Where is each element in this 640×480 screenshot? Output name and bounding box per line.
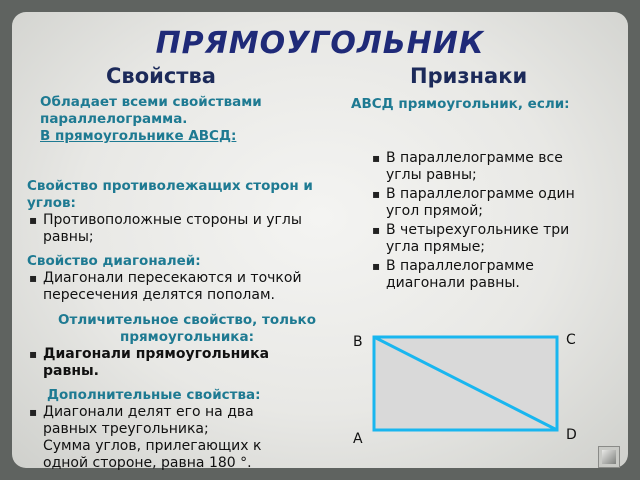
sign-item: ▪ В параллелограмме диагонали равны. [370, 258, 600, 292]
vertex-label-c: C [566, 332, 576, 348]
signs-heading: Признаки [410, 64, 528, 88]
extra-item-triangles: ▪ Диагонали делят его на два равных треугольника; [27, 404, 273, 438]
sign-item: ▪ В параллелограмме один угол прямой; [370, 186, 600, 220]
diagonals-item: ▪ Диагонали пересекаются и точкой пересечения делятся пополам. [27, 270, 347, 304]
extra-section [27, 387, 327, 472]
opposite-item: ▪ Противоположные стороны и углы равны; [27, 212, 327, 246]
extra-heading: Дополнительные свойства: [47, 387, 261, 403]
distinct-item: ▪ Диагонали прямоугольника равны. [27, 346, 313, 380]
signs-list [370, 150, 600, 292]
properties-intro [40, 94, 320, 145]
opposite-heading: Свойство противолежащих сторон и углов: [27, 178, 313, 211]
properties-heading: Свойства [106, 64, 216, 88]
diagonals-heading: Свойство диагоналей: [27, 253, 201, 269]
extra-item-angles: Сумма углов, прилегающих к одной стороне, равна 180 °. [43, 438, 262, 471]
intro-parallelogram: Обладает всеми свойствами параллелограмма. [40, 94, 262, 127]
distinct-heading: Отличительное свойство, только прямоугольника: [58, 312, 316, 345]
intro-rectangle: В прямоугольнике АВСД: [40, 128, 237, 144]
distinct-section [27, 312, 347, 380]
sign-item: ▪ В четырехугольнике три угла прямые; [370, 222, 600, 256]
signs-subheading: АВСД прямоугольник, если: [351, 96, 570, 112]
page-title: ПРЯМОУГОЛЬНИК [155, 26, 485, 61]
rectangle-figure [340, 326, 600, 456]
vertex-label-a: A [353, 431, 363, 447]
vertex-label-b: B [353, 334, 363, 350]
sign-item: ▪ В параллелограмме все углы равны; [370, 150, 600, 184]
opposite-section [27, 178, 327, 246]
vertex-label-d: D [566, 427, 577, 443]
diagonals-section [27, 253, 347, 304]
slide-nav-button[interactable] [598, 446, 620, 468]
